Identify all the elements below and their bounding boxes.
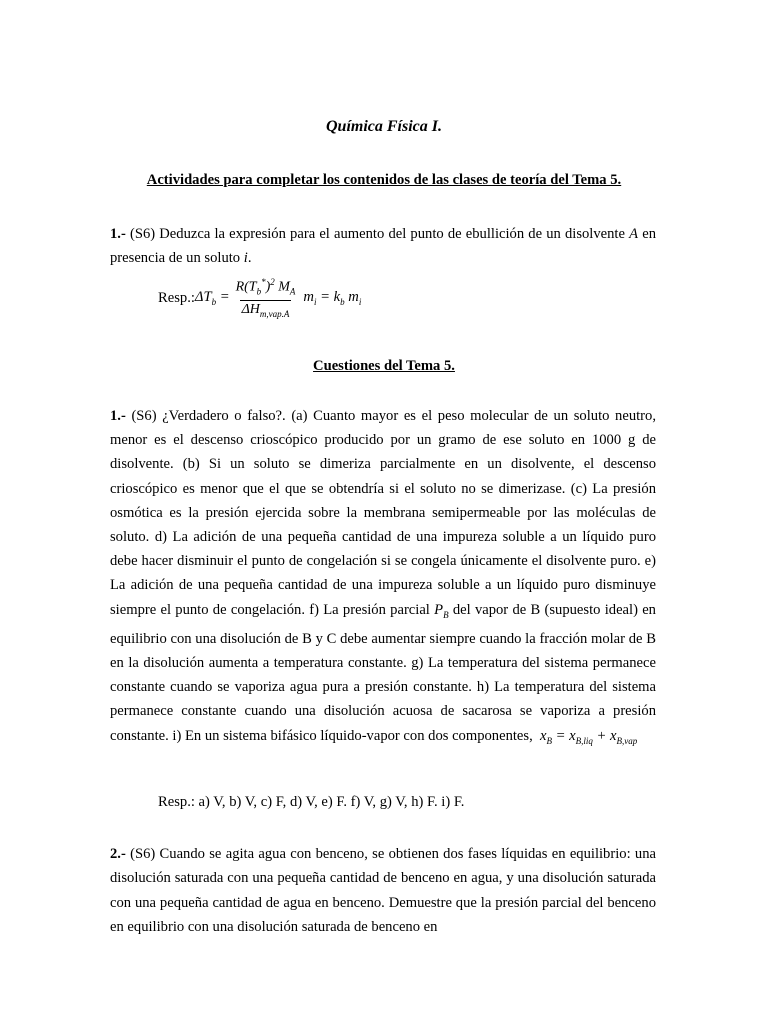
activities-heading: Actividades para completar los contenidos de las clases de teoría del Tema 5. xyxy=(146,172,622,188)
page-title: Química Física I. xyxy=(325,118,442,135)
mole-fraction-equation: $x_B = x_{B,liq} + x_{B,vap}$ xyxy=(540,727,638,746)
question-1-paragraph xyxy=(110,404,656,753)
fraction-denominator: $\Delta H_{m,vap.A}$ xyxy=(240,300,292,323)
question-1-number: 1.- xyxy=(110,408,126,424)
questions-heading: Cuestiones del Tema 5. xyxy=(313,358,455,374)
variable-A: A xyxy=(629,226,639,242)
question-2-text: (S6) Cuando se agita agua con benceno, se obtienen dos fases líquidas en equilibrio: una disolución saturada con una pequeña cantidad de benceno en agua, y una disolución saturada con una pequeña cantidad de agua en benceno. Demuestre que la presión parcial del benceno en equilibrio con una disolución saturada de benceno en xyxy=(110,846,656,936)
question-2-number: 2.- xyxy=(110,846,126,862)
fraction-numerator: $R(T_b^*)^2$ $M_A$ xyxy=(235,276,296,297)
activity-1-text-c: . xyxy=(247,250,252,266)
variable-PB-subscript: B xyxy=(443,609,449,620)
question-1-text-2: del vapor de B (supuesto ideal) en equilibrio con una disolución de B y C debe aumentar siempre cuando la fracción molar de B en la disolución aumenta a temperatura constante. g) La temperatura del sistema permanece constante cuando se vaporiza agua pura a presión constante. h) La temperatura del sistema permanece constante cuando una disolución acuosa de sacarosa se vaporiza a presión constante. i) En un sistema bifásico líquido-vapor con dos componentes, xyxy=(110,601,656,744)
question-1-answer: Resp.: a) V, b) V, c) F, d) V, e) F. f) V, g) V, h) F. i) F. xyxy=(158,794,465,810)
question-1-text: (S6) ¿Verdadero o falso?. (a) Cuanto mayor es el peso molecular de un soluto neutro, menor es el descenso crioscópico producido por un gramo de ese soluto en 1000 g de disolvente. (b) Si un soluto se dimeriza parcialmente en un disolvente, el descenso crioscópico es menor que el que se obtendría si el soluto no se dimerizase. (c) La presión osmótica es la presión ejercida sobre la membrana semipermeable por las moléculas de soluto. d) La adición de una pequeña cantidad de una impureza soluble a un líquido puro debe hacer disminuir el punto de congelación si se congela únicamente el disolvente puro. e) La adición de una pequeña cantidad de una impureza soluble a un líquido puro disminuye siempre el punto de congelación. f) La presión parcial xyxy=(110,408,656,618)
boiling-point-fraction xyxy=(234,273,298,323)
activity-1-paragraph xyxy=(110,222,656,270)
activity-1-text-b: en presencia de un soluto xyxy=(110,226,656,266)
activity-1-answer-formula xyxy=(158,278,361,318)
delta-tb-lhs: $\Delta T_b$ = xyxy=(194,289,230,307)
variable-PB: P xyxy=(434,601,444,618)
variable-i: i xyxy=(243,250,248,266)
formula-rhs: $m_i = k_b$ $m_i$ xyxy=(303,289,362,307)
question-2-paragraph xyxy=(110,842,656,940)
activity-1-resp-label: Resp.: xyxy=(158,289,195,306)
activity-1-text-a: (S6) Deduzca la expresión para el aumento del punto de ebullición de un disolvente xyxy=(125,226,630,242)
activity-1-number: 1.- xyxy=(110,226,126,242)
